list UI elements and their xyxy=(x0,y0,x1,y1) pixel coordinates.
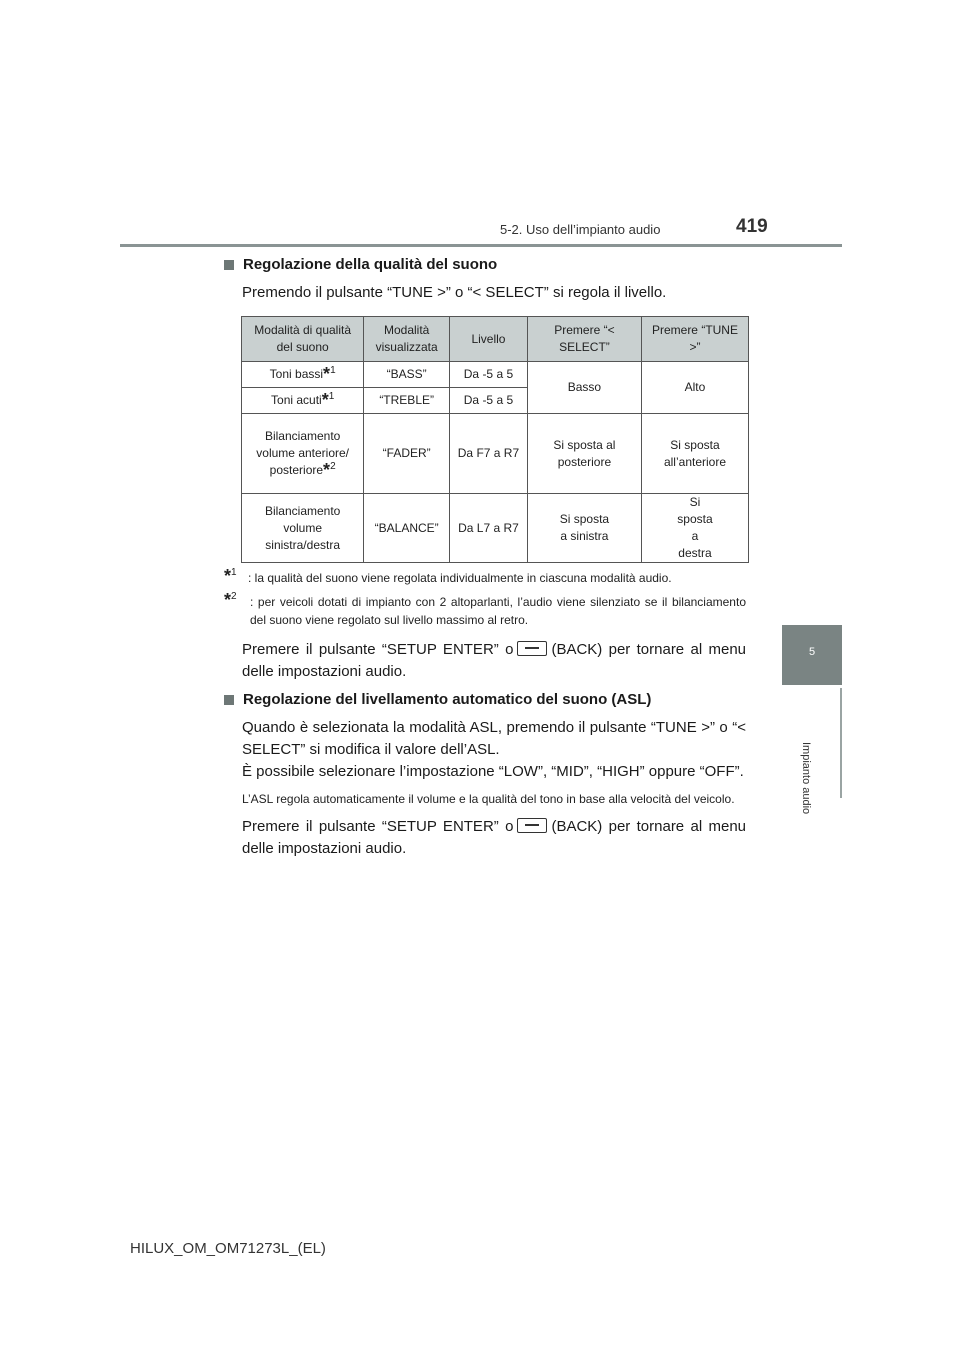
asl-paragraph-2: È possibile selezionare l’impostazione “LOW”, “MID”, “HIGH” oppure “OFF”. xyxy=(242,763,744,780)
asl-paragraph-1: Quando è selezionata la modalità ASL, premendo il pulsante “TUNE >” o “< SELECT” si modifica il valore dell’ASL. xyxy=(242,719,746,758)
table-cell-mode: Bilanciamento volume anteriore/ posteriore*$^2$ xyxy=(242,414,364,494)
table-cell-select: Si sposta al posteriore xyxy=(527,414,641,494)
table-row xyxy=(242,362,749,388)
back-button-icon xyxy=(517,818,547,833)
table-cell-select: Basso xyxy=(527,362,641,414)
section-heading-asl: Regolazione del livellamento automatico del suono (ASL) xyxy=(224,689,746,711)
table-cell-mode: Bilanciamento volume sinistra/destra xyxy=(242,494,364,563)
main-content xyxy=(224,254,746,860)
table-cell-display: “BALANCE” xyxy=(364,494,450,563)
table-header-row xyxy=(242,317,749,362)
footnote-1: *$^1$ : la qualità del suono viene regolata individualmente in ciascuna modalità audio. xyxy=(224,566,672,586)
page-number: 419 xyxy=(736,216,768,237)
table-row xyxy=(242,414,749,494)
chapter-tab-divider xyxy=(840,688,842,798)
table-cell-display: “BASS” xyxy=(364,362,450,388)
footnote-2: *$^2$ : per veicoli dotati di impianto con 2 altoparlanti, l’audio viene silenziato se il bilanciamento del suono viene regolato sul livello massimo al retro. xyxy=(224,590,746,627)
back-button-icon xyxy=(517,641,547,656)
header-divider xyxy=(120,244,842,247)
table-cell-level: Da L7 a R7 xyxy=(450,494,528,563)
return-instruction-2: Premere il pulsante “SETUP ENTER” o (BACK) per tornare al menu delle impostazioni audio. xyxy=(242,818,747,857)
table-cell-tune: Si sposta a destra xyxy=(641,494,748,563)
document-code: HILUX_OM_OM71273L_(EL) xyxy=(130,1240,326,1257)
table-cell-tune: Alto xyxy=(641,362,748,414)
table-header: Livello xyxy=(450,317,528,362)
section-heading-sound-quality: Regolazione della qualità del suono xyxy=(224,254,746,276)
footnotes xyxy=(224,566,746,629)
table-cell-select: Si sposta a sinistra xyxy=(527,494,641,563)
table-cell-level: Da -5 a 5 xyxy=(450,388,528,414)
table-header: Premere “TUNE >” xyxy=(641,317,748,362)
table-cell-level: Da F7 a R7 xyxy=(450,414,528,494)
table-header: Modalità visualizzata xyxy=(364,317,450,362)
table-header: Premere “< SELECT” xyxy=(527,317,641,362)
table-cell-level: Da -5 a 5 xyxy=(450,362,528,388)
asl-note: L’ASL regola automaticamente il volume e la qualità del tono in base alla velocità del veicolo. xyxy=(242,792,735,806)
table-header: Modalità di qualità del suono xyxy=(242,317,364,362)
table-cell-display: “TREBLE” xyxy=(364,388,450,414)
square-bullet-icon xyxy=(224,260,234,270)
sound-quality-table xyxy=(241,316,749,563)
table-cell-display: “FADER” xyxy=(364,414,450,494)
table-cell-mode: Toni acuti*$^1$ xyxy=(242,388,364,414)
table-row xyxy=(242,494,749,563)
sound-quality-intro: Premendo il pulsante “TUNE >” o “< SELECT” si regola il livello. xyxy=(242,284,667,301)
section-title: 5-2. Uso dell’impianto audio xyxy=(500,222,661,237)
table-cell-tune: Si sposta all’anteriore xyxy=(641,414,748,494)
chapter-number: 5 xyxy=(808,646,816,658)
return-instruction-1: Premere il pulsante “SETUP ENTER” o (BACK) per tornare al menu delle impostazioni audio. xyxy=(242,641,747,680)
square-bullet-icon xyxy=(224,695,234,705)
table-cell-mode: Toni bassi*$^1$ xyxy=(242,362,364,388)
